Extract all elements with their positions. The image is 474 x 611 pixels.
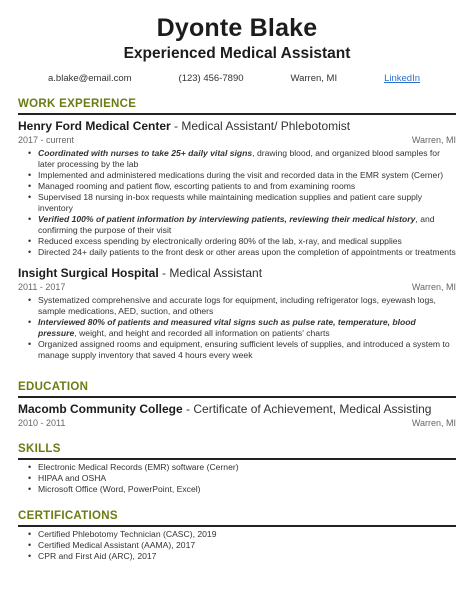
certifications-list	[18, 529, 456, 562]
skills-list	[18, 462, 456, 495]
job-bullet: • Directed 24+ daily patients to the front desk or other areas upon the completion of appointments or treatments	[38, 247, 456, 258]
section-heading-education: EDUCATION	[18, 381, 89, 393]
job-bullet: • Managed rooming and patient flow, escorting patients to and from examining rooms	[38, 181, 456, 192]
job-employer: Insight Surgical Hospital	[18, 266, 159, 280]
contact-phone: (123) 456-7890	[178, 73, 244, 84]
section-divider	[18, 525, 456, 527]
job-bullet: • Implemented and administered medications during the visit and recorded data in the EMR system (Cerner)	[38, 170, 456, 181]
job-separator: -	[170, 119, 182, 133]
job-dates: 2017 - current	[18, 135, 75, 145]
job-bullet: • Reduced excess spending by electronically ordering 80% of the lab, x-ray, and medical supplies	[38, 236, 456, 247]
contact-email: a.blake@email.com	[48, 73, 132, 84]
education-section	[18, 380, 456, 429]
job-bullet: • Interviewed 80% of patients and measured vital signs such as pulse rate, temperature, blood pressure, weight, and height and recorded all information on patients' charts	[38, 317, 456, 339]
job-role: Medical Assistant	[169, 266, 263, 280]
contact-bar	[48, 73, 420, 85]
skill-item: • HIPAA and OSHA	[38, 473, 456, 484]
section-heading-skills: SKILLS	[18, 443, 61, 455]
job-location: Warren, MI	[411, 135, 456, 145]
job-bullet: • Coordinated with nurses to take 25+ daily vital signs, drawing blood, and organized blood samples for later processing by the lab	[38, 148, 456, 170]
job-bullet: • Verified 100% of patient information by interviewing patients, reviewing their medical history, and confirming the purpose of their visit	[38, 214, 456, 236]
skill-item: • Microsoft Office (Word, PowerPoint, Excel)	[38, 484, 456, 495]
degree-name: Certificate of Achievement, Medical Assisting	[193, 402, 432, 416]
certification-item: • CPR and First Aid (ARC), 2017	[38, 551, 456, 562]
job-bullet: • Systematized comprehensive and accurate logs for equipment, including refrigerator logs, eyewash logs, sample medications, AED, suction, and others	[38, 295, 456, 317]
school-name: Macomb Community College	[18, 402, 183, 416]
skill-item: • Electronic Medical Records (EMR) software (Cerner)	[38, 462, 456, 473]
linkedin-link[interactable]: LinkedIn	[384, 73, 420, 84]
job-entry	[18, 119, 456, 258]
job-bullets	[18, 148, 456, 258]
section-heading-certifications: CERTIFICATIONS	[18, 510, 118, 522]
candidate-name: Dyonte Blake	[156, 14, 318, 42]
skills-section	[18, 442, 456, 495]
job-separator: -	[158, 266, 170, 280]
job-bullet: • Organized assigned rooms and equipment, ensuring sufficient levels of supplies, and introduced a system to manage supply inventory that saved 4 hours every week	[38, 339, 456, 361]
job-entry	[18, 266, 456, 361]
certification-item: • Certified Phlebotomy Technician (CASC), 2019	[38, 529, 456, 540]
job-dates: 2011 - 2017	[18, 282, 66, 292]
job-employer: Henry Ford Medical Center	[18, 119, 171, 133]
degree-separator: -	[182, 402, 194, 416]
certification-item: • Certified Medical Assistant (AAMA), 2017	[38, 540, 456, 551]
job-role: Medical Assistant/ Phlebotomist	[181, 119, 351, 133]
certifications-section	[18, 509, 456, 562]
work-experience-section	[18, 97, 456, 361]
education-dates: 2010 - 2011	[18, 418, 66, 428]
education-location: Warren, MI	[411, 418, 456, 428]
candidate-title: Experienced Medical Assistant	[123, 45, 351, 62]
job-location: Warren, MI	[411, 282, 456, 292]
section-divider	[18, 458, 456, 460]
job-bullet: • Supervised 18 nursing in-box requests while maintaining medication supplies and patient care supply inventory	[38, 192, 456, 214]
job-bullets	[18, 295, 456, 361]
section-divider	[18, 113, 456, 115]
contact-location: Warren, MI	[290, 73, 338, 84]
section-divider	[18, 396, 456, 398]
section-heading-work: WORK EXPERIENCE	[18, 98, 137, 110]
